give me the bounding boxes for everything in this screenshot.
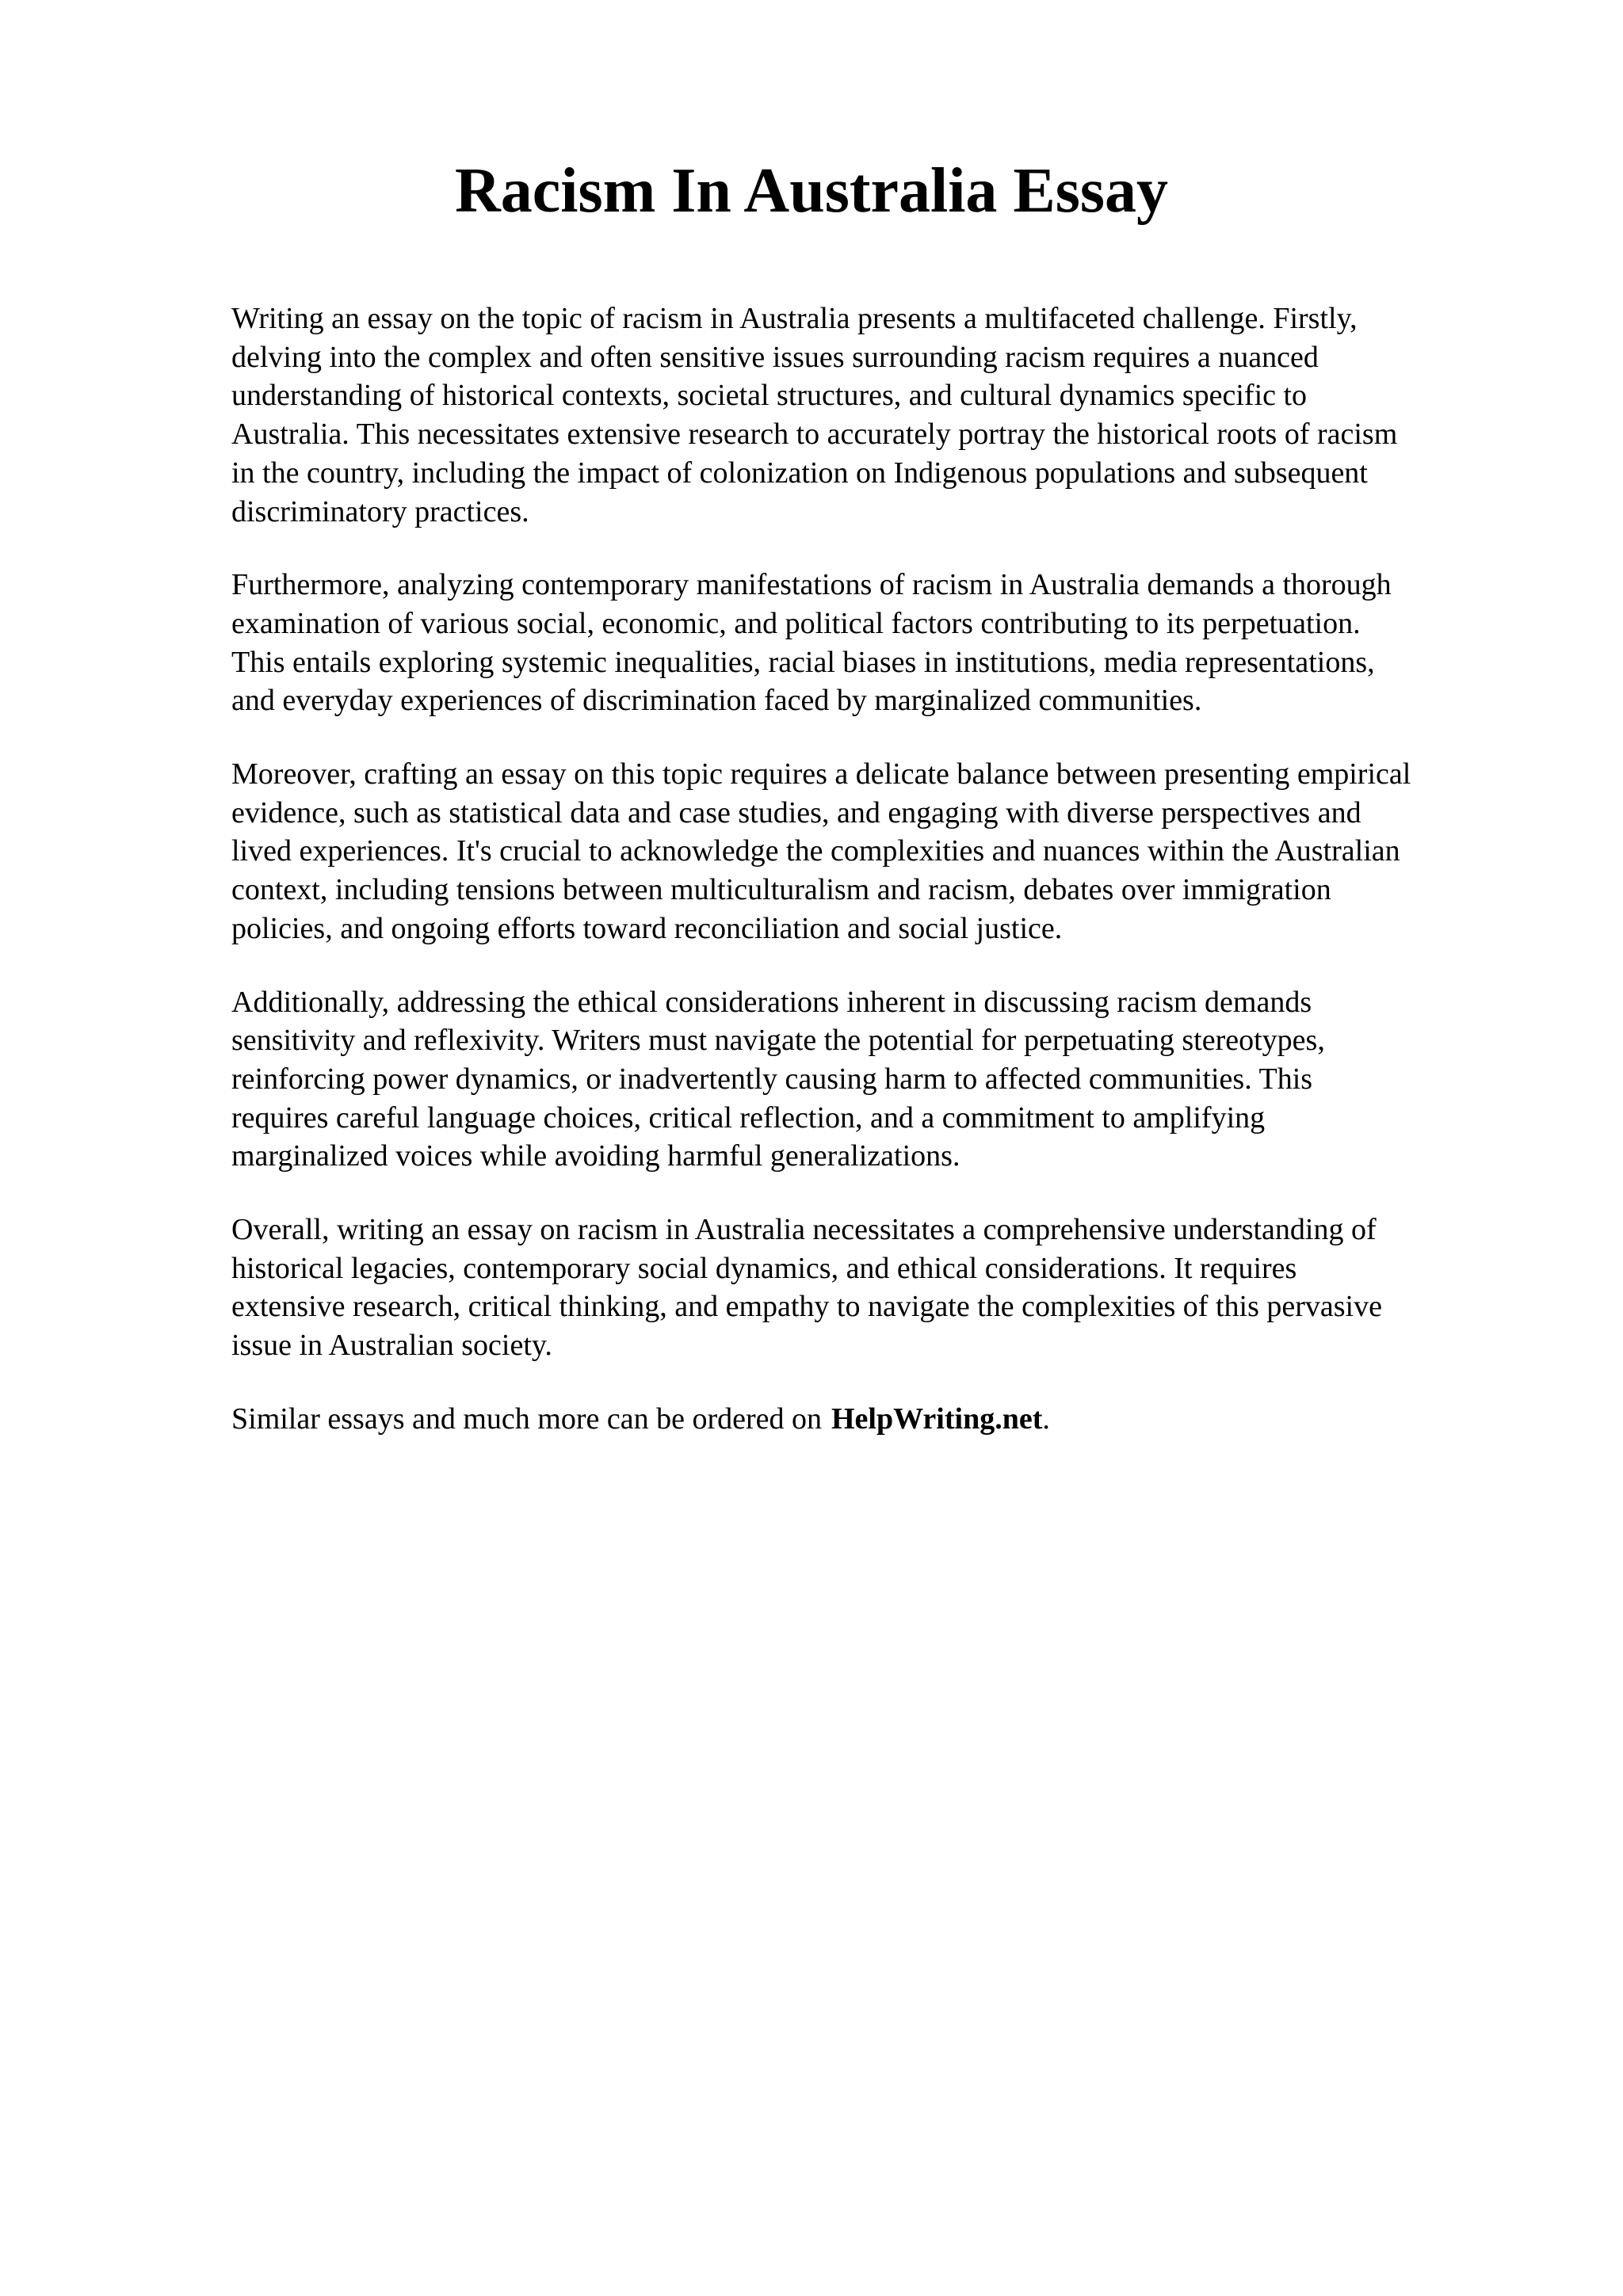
paragraph-1 [231, 299, 1547, 531]
footer-note [231, 1400, 1547, 1439]
paragraph-3 [231, 755, 1547, 948]
paragraph-line: requires careful language choices, critical reflection, and a commitment to amplifying [231, 1100, 1266, 1135]
footer-suffix: . [1042, 1402, 1050, 1436]
paragraph-line: lived experiences. It's crucial to acknowledge the complexities and nuances within the Australian [231, 834, 1400, 868]
paragraph-line: evidence, such as statistical data and case studies, and engaging with diverse perspectives and [231, 795, 1361, 830]
paragraph-line: Australia. This necessitates extensive research to accurately portray the historical roots of racism [231, 418, 1398, 452]
document-body [231, 299, 1547, 1474]
paragraph-line: examination of various social, economic, and political factors contributing to its perpetuation. [231, 606, 1361, 640]
paragraph-5 [231, 1211, 1547, 1365]
paragraph-line: issue in Australian society. [231, 1329, 552, 1363]
paragraph-line: and everyday experiences of discrimination faced by marginalized communities. [231, 684, 1202, 718]
paragraph-line: policies, and ongoing efforts toward reconciliation and social justice. [231, 911, 1063, 945]
paragraph-line: delving into the complex and often sensitive issues surrounding racism requires a nuanced [231, 340, 1319, 374]
paragraph-4 [231, 983, 1547, 1177]
paragraph-line: historical legacies, contemporary social dynamics, and ethical considerations. It requires [231, 1251, 1297, 1285]
paragraph-line: Writing an essay on the topic of racism in Australia presents a multifaceted challenge. Firstly, [231, 302, 1358, 335]
paragraph-line: Moreover, crafting an essay on this topic requires a delicate balance between presenting empirical [231, 757, 1411, 791]
helpwriting-link[interactable]: HelpWriting.net [831, 1402, 1043, 1436]
paragraph-line: understanding of historical contexts, societal structures, and cultural dynamics specific to [231, 379, 1308, 413]
paragraph-2 [231, 566, 1547, 720]
paragraph-line: extensive research, critical thinking, and empathy to navigate the complexities of this pervasive [231, 1290, 1382, 1324]
paragraph-line: marginalized voices while avoiding harmful generalizations. [231, 1139, 960, 1173]
paragraph-line: in the country, including the impact of colonization on Indigenous populations and subsequent [231, 456, 1368, 490]
paragraph-line: reinforcing power dynamics, or inadvertently causing harm to affected communities. This [231, 1062, 1313, 1096]
paragraph-line: Additionally, addressing the ethical considerations inherent in discussing racism demands [231, 985, 1312, 1019]
paragraph-line: context, including tensions between multiculturalism and racism, debates over immigration [231, 873, 1331, 907]
paragraph-line: This entails exploring systemic inequalities, racial biases in institutions, media representations, [231, 645, 1375, 679]
footer-text: Similar essays and much more can be ordered on [231, 1402, 822, 1436]
document-title: Racism In Australia Essay [454, 156, 1169, 226]
paragraph-line: discriminatory practices. [231, 494, 529, 528]
paragraph-line: Furthermore, analyzing contemporary manifestations of racism in Australia demands a thorough [231, 568, 1392, 602]
paragraph-line: sensitivity and reflexivity. Writers must navigate the potential for perpetuating stereotypes, [231, 1024, 1325, 1058]
paragraph-line: Overall, writing an essay on racism in Australia necessitates a comprehensive understanding of [231, 1213, 1377, 1247]
